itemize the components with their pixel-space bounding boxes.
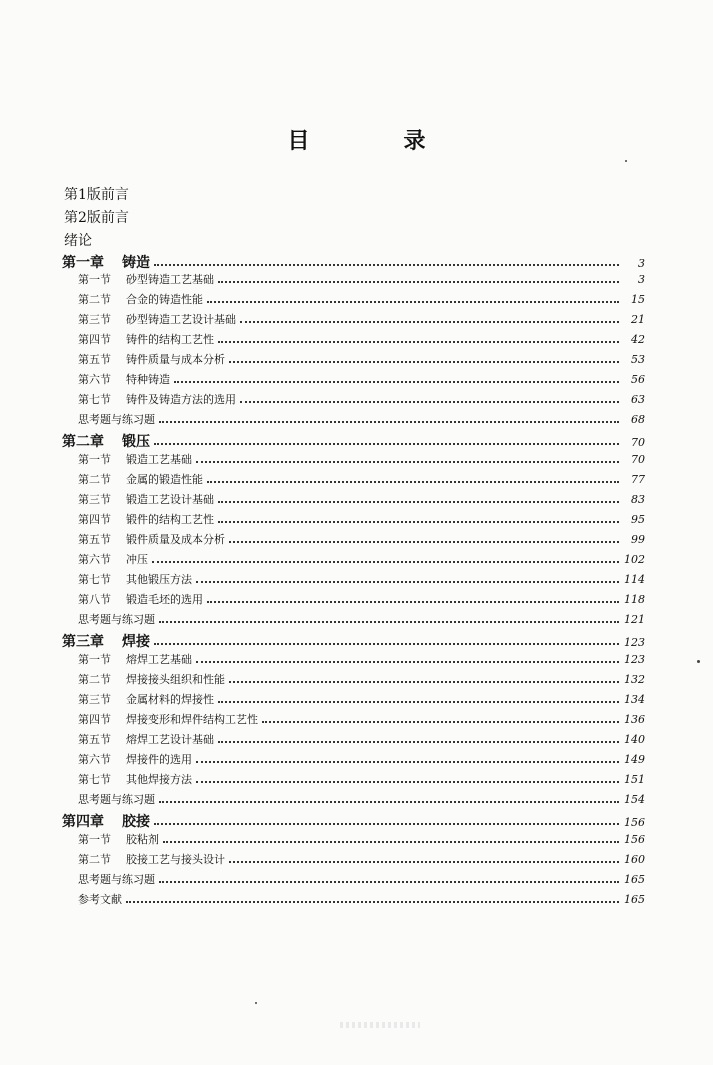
page-number: 151 [624,773,645,786]
dot-leader [229,861,619,863]
toc-section-row[interactable] [78,331,645,347]
dot-leader [218,341,619,343]
section-number: 第二节 [78,293,111,306]
exercise-title: 思考题与练习题 [78,873,155,886]
toc-section-row[interactable] [78,531,645,547]
toc-misc-row[interactable] [78,611,645,627]
dot-leader [240,321,619,323]
dot-leader [163,841,619,843]
front-matter-introduction[interactable]: 绪论 [64,233,92,249]
toc-chapter-row[interactable] [62,631,645,651]
dot-leader [218,701,619,703]
page-number: 70 [631,436,645,449]
front-matter-preface-2[interactable]: 第2版前言 [64,210,129,226]
toc-chapter-row[interactable] [62,252,645,272]
dot-leader [218,281,619,283]
page-number: 165 [624,893,645,906]
toc-section-row[interactable] [78,831,645,847]
page-number: 63 [631,393,645,406]
dot-leader [229,361,619,363]
page-number: 95 [631,513,645,526]
page-number: 42 [631,333,645,346]
dot-leader [196,781,619,783]
dot-leader [159,421,619,423]
section-number: 第一节 [78,453,111,466]
toc-section-row[interactable] [78,311,645,327]
section-title: 铸件及铸造方法的选用 [126,393,236,406]
chapter-title: 焊接 [122,634,150,650]
toc-section-row[interactable] [78,351,645,367]
dot-leader [229,681,619,683]
page-number: 149 [624,753,645,766]
section-number: 第三节 [78,693,111,706]
toc-misc-row[interactable] [78,791,645,807]
section-number: 第一节 [78,653,111,666]
toc-section-row[interactable] [78,651,645,667]
toc-misc-row[interactable] [78,891,645,907]
toc-section-row[interactable] [78,511,645,527]
dot-leader [196,461,619,463]
dot-leader [154,264,619,266]
page-title: 目 录 [287,129,462,154]
page-number: 3 [638,257,645,270]
section-number: 第六节 [78,753,111,766]
section-title: 锻造工艺设计基础 [126,493,214,506]
section-title: 砂型铸造工艺基础 [126,273,214,286]
page-number: 21 [631,313,645,326]
toc-section-row[interactable] [78,711,645,727]
section-title: 焊接变形和焊件结构工艺性 [126,713,258,726]
section-number: 第三节 [78,493,111,506]
section-title: 焊接件的选用 [126,753,192,766]
section-title: 铸件的结构工艺性 [126,333,214,346]
section-title: 胶接工艺与接头设计 [126,853,225,866]
page-number: 70 [631,453,645,466]
toc-section-row[interactable] [78,551,645,567]
section-title: 金属的锻造性能 [126,473,203,486]
page-number: 56 [631,373,645,386]
dot-leader [154,823,619,825]
section-number: 第七节 [78,393,111,406]
dot-leader [207,601,619,603]
section-number: 第三节 [78,313,111,326]
page-number: 154 [624,793,645,806]
scan-speck [625,160,627,162]
toc-misc-row[interactable] [78,411,645,427]
dot-leader [262,721,619,723]
section-number: 第五节 [78,533,111,546]
section-title: 锻件的结构工艺性 [126,513,214,526]
dot-leader [218,521,619,523]
dot-leader [196,761,619,763]
exercise-title: 思考题与练习题 [78,613,155,626]
toc-section-row[interactable] [78,591,645,607]
chapter-number: 第二章 [62,434,104,450]
section-number: 第二节 [78,853,111,866]
section-title: 胶粘剂 [126,833,159,846]
front-matter-preface-1[interactable]: 第1版前言 [64,187,129,203]
dot-leader [229,541,619,543]
toc-section-row[interactable] [78,471,645,487]
dot-leader [159,801,619,803]
toc-section-row[interactable] [78,671,645,687]
section-title: 砂型铸造工艺设计基础 [126,313,236,326]
section-title: 冲压 [126,553,148,566]
section-number: 第二节 [78,673,111,686]
page-number: 53 [631,353,645,366]
toc-section-row[interactable] [78,271,645,287]
page-number: 165 [624,873,645,886]
scan-speck [255,1002,257,1004]
toc-section-row[interactable] [78,571,645,587]
toc-chapter-row[interactable] [62,811,645,831]
toc-section-row[interactable] [78,491,645,507]
page-number: 134 [624,693,645,706]
toc-section-row[interactable] [78,731,645,747]
scan-speck [697,660,700,663]
page-number: 156 [624,816,645,829]
section-number: 第六节 [78,553,111,566]
page-number: 160 [624,853,645,866]
toc-section-row[interactable] [78,451,645,467]
dot-leader [207,481,619,483]
section-title: 合金的铸造性能 [126,293,203,306]
chapter-title: 铸造 [122,255,150,271]
page-number: 140 [624,733,645,746]
dot-leader [218,741,619,743]
page-number: 83 [631,493,645,506]
page-number: 136 [624,713,645,726]
chapter-number: 第一章 [62,255,104,271]
section-number: 第二节 [78,473,111,486]
page-number: 114 [624,573,645,586]
chapter-number: 第三章 [62,634,104,650]
section-title: 锻造工艺基础 [126,453,192,466]
section-number: 第四节 [78,713,111,726]
page-number: 132 [624,673,645,686]
dot-leader [154,443,619,445]
dot-leader [207,301,619,303]
section-number: 第五节 [78,733,111,746]
page-number: 123 [624,636,645,649]
page-number: 156 [624,833,645,846]
toc-section-row[interactable] [78,691,645,707]
section-title: 熔焊工艺基础 [126,653,192,666]
section-number: 第四节 [78,333,111,346]
toc-section-row[interactable] [78,771,645,787]
section-number: 第一节 [78,833,111,846]
section-number: 第五节 [78,353,111,366]
page-number: 118 [624,593,645,606]
dot-leader [152,561,619,563]
dot-leader [159,881,619,883]
page-number: 68 [631,413,645,426]
toc-misc-row[interactable] [78,871,645,887]
page-number: 121 [624,613,645,626]
dot-leader [154,643,619,645]
section-number: 第四节 [78,513,111,526]
section-title: 焊接接头组织和性能 [126,673,225,686]
section-title: 其他锻压方法 [126,573,192,586]
toc-section-row[interactable] [78,371,645,387]
dot-leader [196,581,619,583]
dot-leader [126,901,619,903]
dot-leader [240,401,619,403]
dot-leader [218,501,619,503]
exercise-title: 参考文献 [78,893,122,906]
page-number: 77 [631,473,645,486]
section-number: 第一节 [78,273,111,286]
chapter-number: 第四章 [62,814,104,830]
page-number: 15 [631,293,645,306]
section-title: 特种铸造 [126,373,170,386]
dot-leader [196,661,619,663]
page-number: 123 [624,653,645,666]
dot-leader [174,381,619,383]
toc-section-row[interactable] [78,391,645,407]
exercise-title: 思考题与练习题 [78,793,155,806]
section-number: 第七节 [78,573,111,586]
toc-section-row[interactable] [78,851,645,867]
chapter-title: 锻压 [122,434,150,450]
section-number: 第七节 [78,773,111,786]
exercise-title: 思考题与练习题 [78,413,155,426]
section-title: 其他焊接方法 [126,773,192,786]
dot-leader [159,621,619,623]
section-title: 铸件质量与成本分析 [126,353,225,366]
section-title: 熔焊工艺设计基础 [126,733,214,746]
page-number: 99 [631,533,645,546]
toc-section-row[interactable] [78,751,645,767]
section-title: 金属材料的焊接性 [126,693,214,706]
toc-section-row[interactable] [78,291,645,307]
chapter-title: 胶接 [122,814,150,830]
section-number: 第八节 [78,593,111,606]
toc-chapter-row[interactable] [62,431,645,451]
section-title: 锻造毛坯的选用 [126,593,203,606]
scan-artifact [340,1022,420,1028]
section-number: 第六节 [78,373,111,386]
page-number: 102 [624,553,645,566]
page-number: 3 [638,273,645,286]
section-title: 锻件质量及成本分析 [126,533,225,546]
